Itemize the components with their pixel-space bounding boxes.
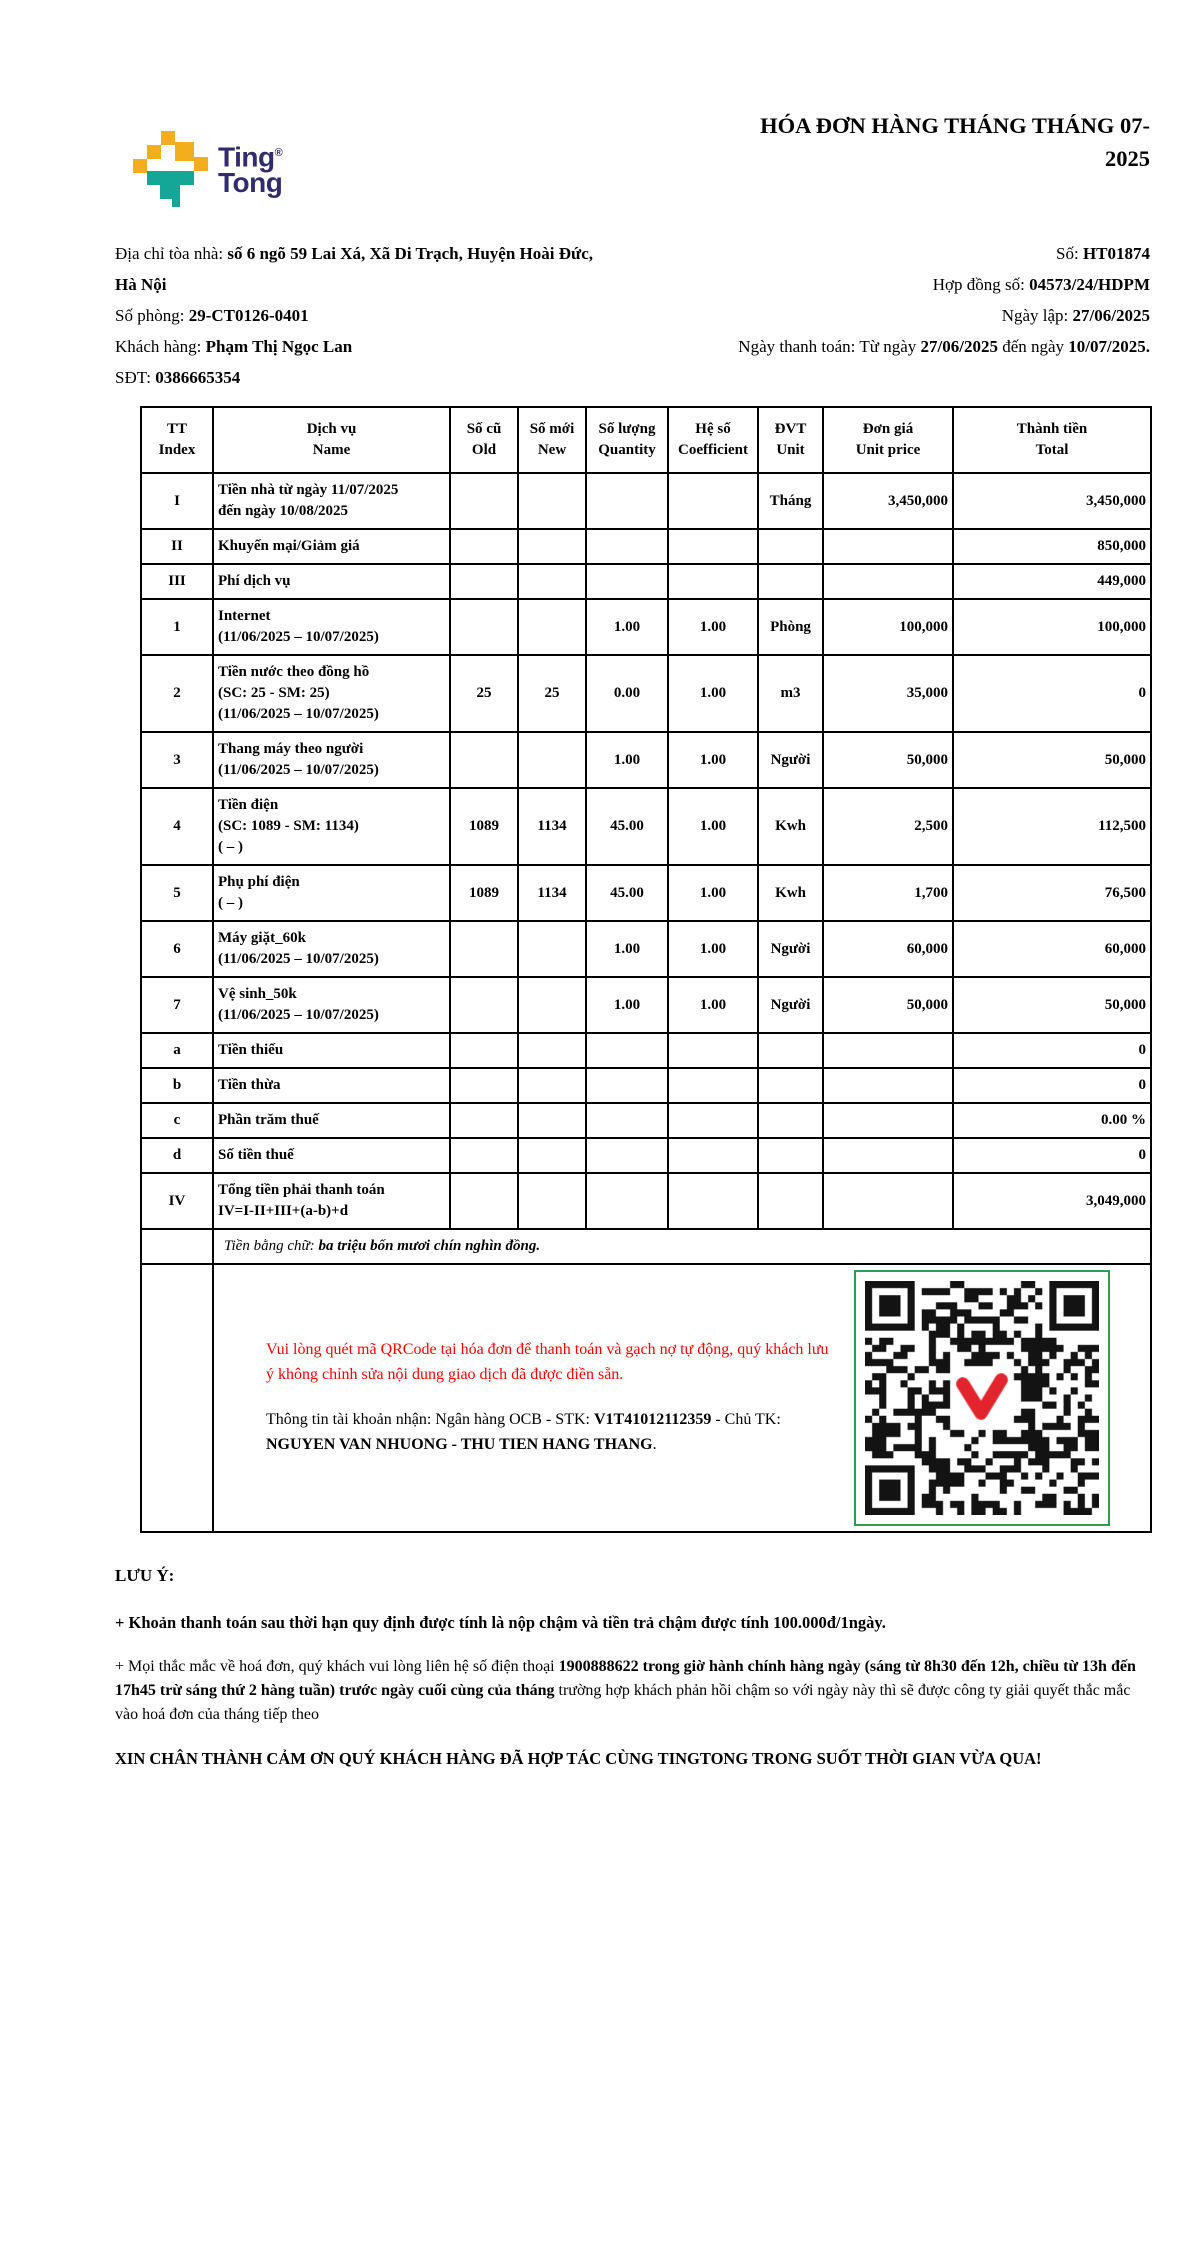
table-header-row [141,407,1151,473]
cell-coeff: 1.00 [668,865,758,921]
meta-row [115,362,1150,393]
cell-qty: 1.00 [586,921,668,977]
cell-name: Số tiền thuế [213,1138,450,1173]
cell-coeff [668,473,758,529]
cell-new [518,599,586,655]
col-header-unit-price: Đơn giá Unit price [823,407,953,473]
cell-old [450,1103,518,1138]
cell-old: 1089 [450,865,518,921]
cell-old [450,977,518,1033]
cell-unit: m3 [758,655,823,732]
cell-index: 3 [141,732,213,788]
cell-new [518,1033,586,1068]
cell-coeff [668,1068,758,1103]
invoice-table [140,406,1152,1533]
cell-unit [758,1033,823,1068]
cell-qty: 1.00 [586,977,668,1033]
cell-new [518,529,586,564]
cell-total: 0 [953,1138,1151,1173]
table-row [141,1138,1151,1173]
cell-old [450,599,518,655]
cell-price: 60,000 [823,921,953,977]
table-row [141,732,1151,788]
table-row [141,655,1151,732]
col-header-new: Số mới New [518,407,586,473]
cell-price: 3,450,000 [823,473,953,529]
cell-index: a [141,1033,213,1068]
cell-name: Internet (11/06/2025 – 10/07/2025) [213,599,450,655]
cell-unit: Người [758,977,823,1033]
cell-coeff: 1.00 [668,977,758,1033]
cell-index: 5 [141,865,213,921]
cell-unit: Người [758,732,823,788]
cell-coeff: 1.00 [668,788,758,865]
building-address-line2: Hà Nội [115,275,167,294]
cell-qty: 45.00 [586,788,668,865]
cell-price: 50,000 [823,732,953,788]
cell-unit: Kwh [758,865,823,921]
cell-name: Tiền nhà từ ngày 11/07/2025 đến ngày 10/08/2025 [213,473,450,529]
meta-row [115,238,1150,269]
cell-index: 7 [141,977,213,1033]
cell-index: 1 [141,599,213,655]
room-number: Số phòng: 29-CT0126-0401 [115,306,309,325]
cell-name: Máy giặt_60k (11/06/2025 – 10/07/2025) [213,921,450,977]
cell-unit: Kwh [758,788,823,865]
cell-total: 112,500 [953,788,1151,865]
cell-new [518,1068,586,1103]
cell-unit [758,1138,823,1173]
table-row [141,1068,1151,1103]
cell-old [450,564,518,599]
col-header-coefficient: Hệ số Coefficient [668,407,758,473]
issue-date: Ngày lập: 27/06/2025 [1001,306,1150,325]
cell-coeff [668,1138,758,1173]
hotline-note: + Mọi thắc mắc về hoá đơn, quý khách vui lòng liên hệ số điện thoại 1900888622 trong giờ hành chính hàng ngày (sáng từ 8h30 đến 12h, chiều từ 13h đến 17h45 trừ sáng thứ 2 hàng tuần) trước ngày cuối cùng của tháng trường hợp khách phản hồi chậm so với ngày này thì sẽ được công ty giải quyết thắc mắc vào hoá đơn của tháng tiếp theo [115,1658,1136,1724]
cell-new [518,473,586,529]
cell-index: 2 [141,655,213,732]
cell-price [823,1173,953,1229]
col-header-quantity: Số lượng Quantity [586,407,668,473]
cell-total: 50,000 [953,732,1151,788]
cell-old [450,1138,518,1173]
cell-old [450,473,518,529]
cell-index: b [141,1068,213,1103]
cell-old: 1089 [450,788,518,865]
cell-new [518,1103,586,1138]
cell-qty [586,1138,668,1173]
cell-price: 100,000 [823,599,953,655]
cell-new [518,921,586,977]
cell-name: Tiền điện (SC: 1089 - SM: 1134) ( – ) [213,788,450,865]
cell-old [450,1033,518,1068]
cell-total: 0.00 % [953,1103,1151,1138]
col-header-total: Thành tiền Total [953,407,1151,473]
table-row [141,529,1151,564]
cell-qty: 1.00 [586,732,668,788]
cell-qty [586,1103,668,1138]
late-payment-note: + Khoản thanh toán sau thời hạn quy định được tính là nộp chậm và tiền trả chậm được tính 100.000đ/1ngày. [115,1612,886,1632]
cell-name: Tiền thừa [213,1068,450,1103]
page-header [115,104,1150,212]
cell-qty [586,529,668,564]
cell-old [450,921,518,977]
cell-total: 3,049,000 [953,1173,1151,1229]
payment-period: Ngày thanh toán: Từ ngày 27/06/2025 đến ngày 10/07/2025. [738,337,1150,356]
notes-heading: LƯU Ý: [115,1566,175,1585]
contract-number: Hợp đồng số: 04573/24/HDPM [932,275,1150,294]
cell-new [518,1138,586,1173]
meta-row [115,331,1150,362]
registered-mark: ® [274,147,283,159]
cell-price [823,1033,953,1068]
tingtong-logo-text: Ting® Tong [218,141,283,199]
cell-coeff [668,1103,758,1138]
cell-price [823,1068,953,1103]
cell-index: c [141,1103,213,1138]
cell-new: 25 [518,655,586,732]
cell-qty [586,1068,668,1103]
table-row [141,1103,1151,1138]
cell-total: 60,000 [953,921,1151,977]
table-row [141,599,1151,655]
qr-instructions [266,1338,831,1457]
cell-total: 100,000 [953,599,1151,655]
table-row [141,977,1151,1033]
meta-row [115,300,1150,331]
cell-total: 0 [953,1033,1151,1068]
table-row [141,865,1151,921]
cell-unit [758,529,823,564]
cell-name: Tổng tiền phải thanh toán IV=I-II+III+(a-b)+d [213,1173,450,1229]
cell-index: I [141,473,213,529]
cell-qty: 45.00 [586,865,668,921]
cell-old [450,732,518,788]
cell-coeff: 1.00 [668,732,758,788]
cell-index: II [141,529,213,564]
cell-qty [586,1033,668,1068]
cell-name: Phụ phí điện ( – ) [213,865,450,921]
cell-total: 76,500 [953,865,1151,921]
cell-name: Thang máy theo người (11/06/2025 – 10/07/2025) [213,732,450,788]
cell-index: III [141,564,213,599]
table-row [141,1173,1151,1229]
empty-cell [141,1264,213,1532]
tingtong-logo [130,126,282,212]
bank-account-info: Thông tin tài khoản nhận: Ngân hàng OCB - STK: V1T41012112359 - Chủ TK: NGUYEN VAN NHUONG - THU TIEN HANG THANG. [266,1411,781,1453]
table-row [141,473,1151,529]
invoice-title: HÓA ĐƠN HÀNG THÁNG THÁNG 07-2025 [760,113,1150,171]
cell-qty [586,473,668,529]
cell-total: 850,000 [953,529,1151,564]
cell-coeff [668,1173,758,1229]
table-row [141,788,1151,865]
cell-new: 1134 [518,788,586,865]
customer-name: Khách hàng: Phạm Thị Ngọc Lan [115,337,353,356]
cell-unit: Người [758,921,823,977]
cell-unit [758,564,823,599]
cell-price [823,529,953,564]
tingtong-logo-icon [130,126,210,212]
col-header-index: TT Index [141,407,213,473]
cell-index: 4 [141,788,213,865]
invoice-number: Số: HT01874 [1056,244,1150,263]
cell-unit [758,1068,823,1103]
cell-price: 2,500 [823,788,953,865]
cell-new [518,732,586,788]
cell-total: 0 [953,655,1151,732]
cell-index: d [141,1138,213,1173]
cell-coeff [668,564,758,599]
table-row [141,1033,1151,1068]
cell-name: Phần trăm thuế [213,1103,450,1138]
cell-price: 50,000 [823,977,953,1033]
table-row [141,564,1151,599]
cell-name: Tiền nước theo đồng hồ (SC: 25 - SM: 25) (11/06/2025 – 10/07/2025) [213,655,450,732]
cell-coeff: 1.00 [668,921,758,977]
cell-qty [586,1173,668,1229]
cell-index: 6 [141,921,213,977]
cell-unit [758,1173,823,1229]
cell-unit: Tháng [758,473,823,529]
cell-price [823,1138,953,1173]
qr-code [865,1281,1099,1515]
meta-row [115,269,1150,300]
cell-index: IV [141,1173,213,1229]
empty-cell [141,1229,213,1264]
qr-warning-text: Vui lòng quét mã QRCode tại hóa đơn để thanh toán và gạch nợ tự động, quý khách lưu ý không chỉnh sửa nội dung giao dịch đã được điền sẵn. [266,1341,829,1384]
col-header-name: Dịch vụ Name [213,407,450,473]
cell-new [518,1173,586,1229]
cell-old: 25 [450,655,518,732]
invoice-meta [115,238,1150,393]
cell-old [450,529,518,564]
qr-row [141,1264,1151,1532]
qr-section [213,1264,1151,1532]
cell-total: 50,000 [953,977,1151,1033]
col-header-unit: ĐVT Unit [758,407,823,473]
cell-price [823,564,953,599]
cell-total: 0 [953,1068,1151,1103]
cell-unit [758,1103,823,1138]
cell-total: 3,450,000 [953,473,1151,529]
amount-in-words-row [141,1229,1151,1264]
col-header-old: Số cũ Old [450,407,518,473]
cell-name: Vệ sinh_50k (11/06/2025 – 10/07/2025) [213,977,450,1033]
thank-you-message: XIN CHÂN THÀNH CẢM ƠN QUÝ KHÁCH HÀNG ĐÃ HỢP TÁC CÙNG TINGTONG TRONG SUỐT THỜI GIAN VỪA QUA! [115,1749,1042,1769]
cell-new [518,564,586,599]
cell-total: 449,000 [953,564,1151,599]
footer-notes [115,1563,1155,1772]
building-address: Địa chỉ tòa nhà: số 6 ngõ 59 Lai Xá, Xã Di Trạch, Huyện Hoài Đức, [115,244,594,263]
cell-old [450,1173,518,1229]
amount-in-words: Tiền bằng chữ: ba triệu bốn mươi chín nghìn đồng. [213,1229,1151,1264]
cell-coeff: 1.00 [668,599,758,655]
cell-coeff [668,529,758,564]
table-row [141,921,1151,977]
cell-price [823,1103,953,1138]
cell-coeff: 1.00 [668,655,758,732]
cell-name: Khuyến mại/Giảm giá [213,529,450,564]
cell-price: 35,000 [823,655,953,732]
cell-coeff [668,1033,758,1068]
cell-qty [586,564,668,599]
cell-name: Phí dịch vụ [213,564,450,599]
cell-unit: Phòng [758,599,823,655]
cell-old [450,1068,518,1103]
cell-qty: 1.00 [586,599,668,655]
qr-code-frame [854,1270,1110,1526]
cell-new [518,977,586,1033]
customer-phone: SĐT: 0386665354 [115,368,241,387]
cell-price: 1,700 [823,865,953,921]
cell-qty: 0.00 [586,655,668,732]
cell-new: 1134 [518,865,586,921]
cell-name: Tiền thiếu [213,1033,450,1068]
